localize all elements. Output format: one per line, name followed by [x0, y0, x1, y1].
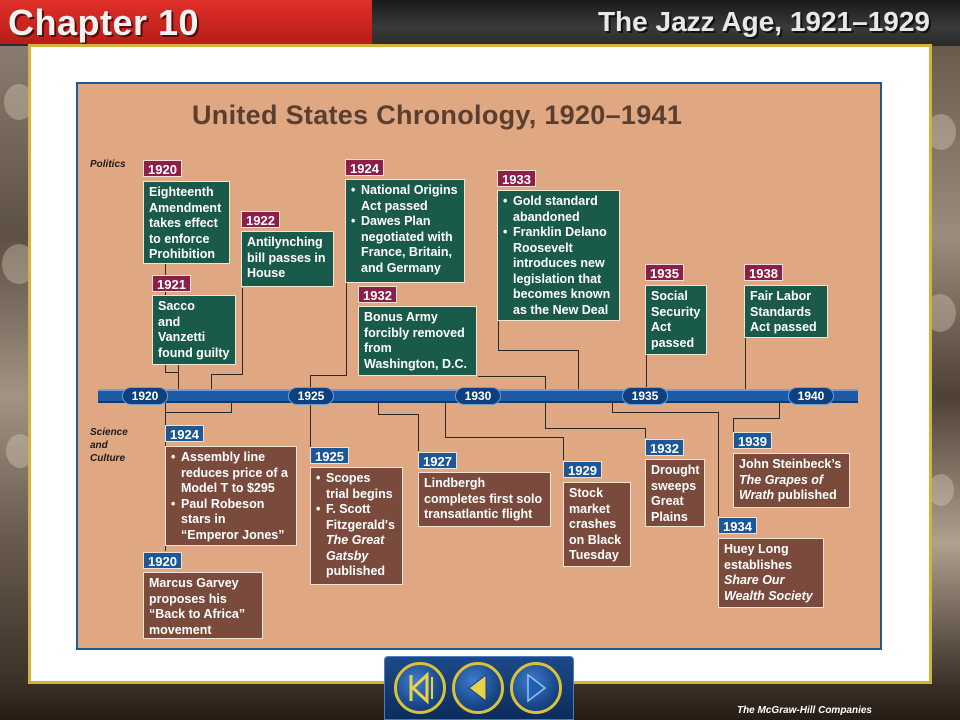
event-line: Fitzgerald's	[326, 517, 395, 532]
event-line: introduces new	[513, 256, 605, 270]
culture-year-1932: 1932	[645, 439, 684, 456]
connector-line	[545, 403, 546, 428]
event-line: John Steinbeck’s	[739, 457, 842, 471]
connector-line	[578, 350, 579, 389]
politics-label: Politics	[90, 159, 126, 170]
connector-line	[346, 283, 347, 375]
culture-event-1924	[165, 446, 297, 546]
politics-event-1933	[497, 190, 620, 321]
politics-event-1938	[744, 285, 828, 338]
event-line: • National Origins	[361, 183, 458, 197]
event-line-italic: Share Our	[724, 573, 785, 587]
triangle-left-icon	[455, 665, 501, 711]
politics-event-1932	[358, 306, 477, 376]
science-label-line: Science	[90, 427, 128, 438]
event-line: Marcus Garvey	[149, 576, 239, 590]
politics-year-1924: 1924	[345, 159, 384, 176]
science-label-line: Culture	[90, 453, 125, 464]
chronology-title: United States Chronology, 1920–1941	[192, 100, 683, 130]
science-culture-label	[90, 426, 128, 465]
connector-line	[718, 412, 719, 516]
event-line: abandoned	[513, 209, 580, 224]
connector-line	[498, 320, 499, 350]
axis-year-1940: 1940	[788, 387, 834, 405]
event-line: Stock	[569, 486, 604, 500]
connector-line	[445, 437, 563, 438]
culture-event-1939	[733, 453, 850, 508]
connector-line	[310, 375, 347, 376]
culture-event-1932	[645, 459, 705, 527]
event-line: becomes known	[513, 287, 611, 301]
chapter-tab	[0, 0, 372, 44]
connector-line	[178, 365, 179, 389]
event-line: Prohibition	[149, 247, 215, 261]
header-bar	[0, 0, 960, 46]
connector-line	[378, 414, 418, 415]
event-line-italic: Wrath	[739, 488, 775, 502]
event-bullet	[351, 183, 459, 214]
event-line: France, Britain,	[361, 245, 452, 259]
politics-year-1935: 1935	[645, 264, 684, 281]
event-line: proposes his	[149, 591, 227, 606]
event-line: Drought	[651, 463, 700, 477]
connector-line	[646, 354, 647, 389]
culture-year-1927: 1927	[418, 452, 457, 469]
event-line: • F. Scott	[326, 502, 371, 516]
culture-event-1934	[718, 538, 824, 608]
event-line: Act passed	[750, 320, 817, 334]
event-line: completes first solo	[424, 491, 543, 506]
politics-year-1933: 1933	[497, 170, 536, 187]
event-line: Social	[651, 289, 688, 303]
event-line: Great	[651, 494, 684, 508]
event-line: Sacco	[158, 299, 195, 313]
event-line: negotiated with	[361, 229, 453, 244]
event-line: Model T to $295	[181, 481, 275, 495]
event-line: “Emperor Jones”	[181, 527, 285, 542]
connector-line	[545, 376, 546, 389]
event-line: establishes	[724, 557, 793, 572]
previous-button[interactable]	[452, 662, 504, 714]
next-button[interactable]	[510, 662, 562, 714]
culture-year-1929: 1929	[563, 461, 602, 478]
header-title: The Jazz Age, 1921–1929	[597, 6, 930, 37]
event-line-italic: The Great	[326, 533, 385, 547]
axis-year-1935: 1935	[622, 387, 668, 405]
event-line: • Gold standard	[513, 194, 598, 208]
politics-event-1921	[152, 295, 236, 365]
event-bullet	[171, 450, 291, 497]
event-line: takes effect	[149, 216, 218, 230]
politics-year-1932: 1932	[358, 286, 397, 303]
event-line: sweeps	[651, 478, 697, 493]
connector-line	[378, 403, 379, 414]
event-line: Vanzetti	[158, 330, 206, 344]
event-line: market	[569, 501, 610, 516]
politics-event-1935	[645, 285, 707, 355]
event-line: reduces price of a	[181, 465, 288, 480]
event-line: Bonus Army	[364, 310, 438, 324]
axis-year-1925: 1925	[288, 387, 334, 405]
event-line: Amendment	[149, 200, 222, 215]
event-line: • Scopes	[326, 471, 371, 485]
culture-year-1925: 1925	[310, 447, 349, 464]
event-line: transatlantic flight	[424, 507, 533, 521]
event-line: Washington, D.C.	[364, 356, 467, 371]
event-line: • Franklin Delano	[513, 225, 607, 239]
event-line: crashes	[569, 517, 617, 531]
event-line: Act passed	[361, 198, 428, 213]
connector-line	[242, 288, 243, 374]
connector-line	[745, 338, 746, 389]
event-line: forcibly removed	[364, 325, 465, 340]
connector-line	[733, 418, 780, 419]
event-bullet	[316, 502, 397, 580]
event-line-italic: Wealth Society	[724, 588, 813, 603]
connector-line	[498, 350, 578, 351]
culture-event-1929	[563, 482, 631, 567]
connector-line	[545, 428, 645, 429]
politics-year-1938: 1938	[744, 264, 783, 281]
event-line: from	[364, 341, 392, 355]
axis-year-1920: 1920	[122, 387, 168, 405]
event-line: found guilty	[158, 345, 230, 360]
event-line: to enforce	[149, 231, 210, 246]
politics-year-1920: 1920	[143, 160, 182, 177]
event-line: bill passes in	[247, 250, 326, 265]
event-line: Standards	[750, 304, 812, 319]
event-line: and	[158, 314, 181, 329]
connector-line	[478, 376, 546, 377]
event-bullet	[503, 194, 614, 225]
event-line: • Assembly line	[181, 450, 266, 464]
first-slide-button[interactable]	[394, 662, 446, 714]
connector-line	[645, 428, 646, 438]
politics-year-1921: 1921	[152, 275, 191, 292]
event-line: published	[326, 564, 386, 578]
connector-line	[612, 403, 613, 412]
event-line-italic: Gatsby	[326, 548, 369, 563]
triangle-right-icon	[513, 665, 559, 711]
event-line: Fair Labor	[750, 289, 812, 303]
politics-year-1922: 1922	[241, 211, 280, 228]
publisher-footer: The McGraw-Hill Companies	[736, 705, 872, 716]
connector-line	[211, 374, 243, 375]
connector-line	[779, 403, 780, 418]
culture-year-1924: 1924	[165, 425, 204, 442]
event-bullet	[351, 214, 459, 276]
event-line: published	[777, 488, 837, 502]
culture-year-1920: 1920	[143, 552, 182, 569]
politics-event-1924	[345, 179, 465, 283]
politics-event-1922	[241, 231, 334, 287]
connector-line	[418, 414, 419, 451]
event-line: Act	[651, 320, 672, 334]
connector-line	[445, 403, 446, 437]
culture-event-1925	[310, 467, 403, 585]
connector-line	[563, 437, 564, 460]
event-line: stars in	[181, 512, 226, 526]
event-line: as the New Deal	[513, 302, 609, 317]
culture-year-1939: 1939	[733, 432, 772, 449]
connector-line	[211, 374, 212, 389]
axis-year-1930: 1930	[455, 387, 501, 405]
event-line: • Paul Robeson	[181, 496, 265, 511]
event-line: trial begins	[326, 486, 393, 501]
event-line: Huey Long	[724, 542, 789, 556]
event-line: passed	[651, 335, 695, 350]
event-line: Antilynching	[247, 235, 323, 249]
event-line: Eighteenth	[149, 185, 214, 199]
event-line: Tuesday	[569, 548, 619, 562]
chapter-label: Chapter 10	[8, 2, 200, 43]
connector-line	[733, 418, 734, 432]
event-line: “Back to Africa”	[149, 607, 246, 621]
double-chevron-left-icon	[397, 665, 443, 711]
culture-event-1920	[143, 572, 263, 639]
event-line: Roosevelt	[513, 240, 573, 255]
event-line: Security	[651, 304, 701, 319]
connector-line	[165, 412, 231, 413]
event-line: and Germany	[361, 260, 441, 275]
event-bullet	[316, 471, 397, 502]
science-label-line: and	[90, 440, 108, 451]
connector-line	[310, 403, 311, 447]
connector-line	[165, 372, 178, 373]
connector-line	[231, 403, 232, 413]
event-line: House	[247, 266, 286, 280]
culture-event-1927	[418, 472, 551, 527]
event-bullet	[503, 225, 614, 318]
event-line-italic: The Grapes of	[739, 472, 824, 487]
event-line: movement	[149, 622, 212, 637]
event-line: Plains	[651, 509, 688, 524]
event-line: Lindbergh	[424, 476, 486, 490]
event-bullet	[171, 497, 291, 544]
politics-event-1920	[143, 181, 230, 264]
event-line: legislation that	[513, 271, 602, 286]
event-line: on Black	[569, 532, 622, 547]
connector-line	[612, 412, 718, 413]
event-line: • Dawes Plan	[361, 214, 431, 228]
culture-year-1934: 1934	[718, 517, 757, 534]
